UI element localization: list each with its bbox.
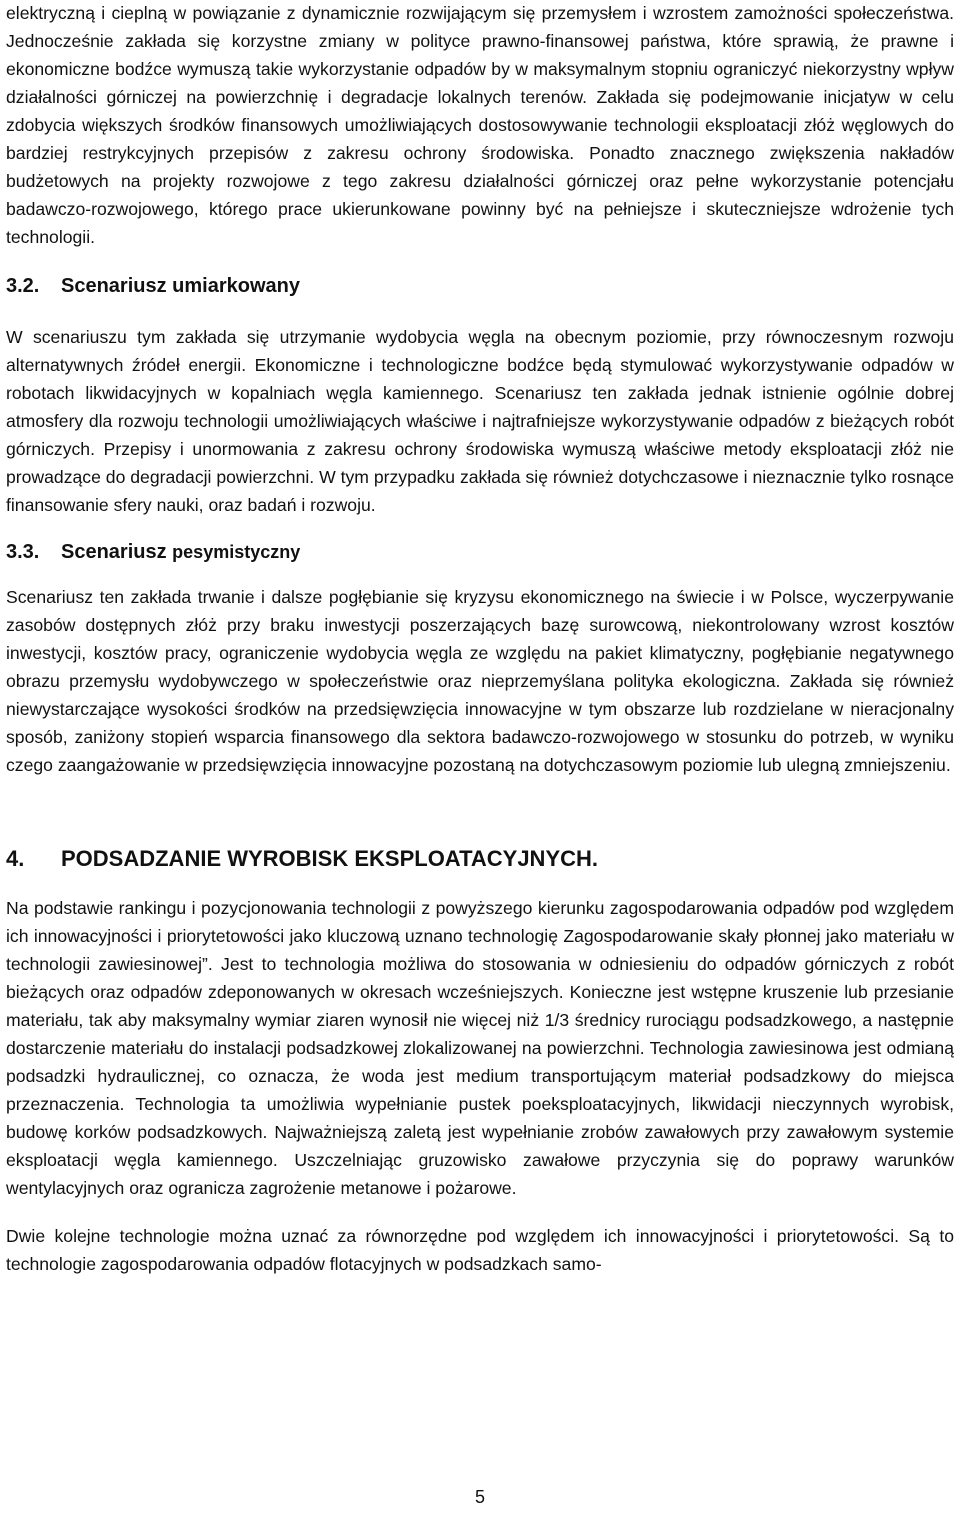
section-title-rest: pesymistyczny	[172, 542, 301, 562]
document-page	[6, 0, 954, 1278]
section-3-2-heading	[6, 272, 954, 300]
intro-paragraph: elektryczną i cieplną w powiązanie z dynamicznie rozwijającym się przemysłem i wzrostem zamożności społeczeństwa. Jednocześnie zakłada się korzystne zmiany w polityce prawno-finansowej państwa, które sprawią, że prawne i ekonomiczne bodźce wymuszą takie wykorzystanie odpadów by w maksymalnym stopniu ograniczyć niekorzystny wpływ działalności górniczej na powierzchnię i degradacje lokalnych terenów. Zakłada się podejmowanie inicjatyw w celu zdobycia większych środków finansowych umożliwiających dostosowywanie technologii eksploatacji złóż węglowych do bardziej restrykcyjnych przepisów z zakresu ochrony środowiska. Ponadto znacznego zwiększenia nakładów budżetowych na projekty rozwojowe z tego zakresu działalności górniczej oraz pełne wykorzystanie potencjału badawczo-rozwojowego, którego prace ukierunkowane powinny być na pełniejsze i skuteczniejsze wdrożenie tych technologii.	[6, 3, 954, 247]
section-3-3-heading	[6, 538, 954, 566]
section-title-main: Scenariusz	[61, 541, 167, 563]
page-number: 5	[474, 1487, 485, 1507]
section-3-3-paragraph: Scenariusz ten zakłada trwanie i dalsze pogłębianie się kryzysu ekonomicznego na świecie i w Polsce, wyczerpywanie zasobów dostępnych złóż przy braku inwestycji poszerzających bazę surowcową, niekontrolowany wzrost kosztów inwestycji, kosztów pracy, ograniczenie wydobycia węgla ze względu na pakiet klimatyczny, pogłębianie negatywnego obrazu przemysłu wydobywczego w społeczeństwie oraz nieprzemyślana polityka ekologiczna. Zakłada się również niewystarczające wysokości środków na przedsięwzięcia innowacyjne w tym obszarze lub rozdzielane w nieracjonalny sposób, zaniżony stopień wsparcia finansowego dla sektora badawczo-rozwojowego w stosunku do potrzeb, w wyniku czego zaangażowanie w przedsięwzięcia innowacyjne pozostaną na dotychczasowym poziomie lub ulegną zmniejszeniu.	[6, 587, 954, 775]
chapter-4-heading	[6, 845, 954, 873]
chapter-number: 4.	[6, 846, 25, 871]
section-number: 3.3.	[6, 541, 40, 563]
chapter-4-paragraph-1: Na podstawie rankingu i pozycjonowania technologii z powyższego kierunku zagospodarowania odpadów pod względem ich innowacyjności i priorytetowości jako kluczową uznano technologię Zagospodarowanie skały płonnej jako materiału w technologii zawiesinowej”. Jest to technologia możliwa do stosowania w odniesieniu do odpadów górniczych z robót bieżących oraz odpadów zdeponowanych w okresach wcześniejszych. Konieczne jest wstępne kruszenie lub przesianie materiału, tak aby maksymalny wymiar ziaren wynosił nie więcej niż 1/3 średnicy rurociągu podsadzkowego, a następnie dostarczenie materiału do instalacji podsadzkowej zlokalizowanej na powierzchni. Technologia zawiesinowa jest odmianą podsadzki hydraulicznej, co oznacza, że woda jest medium transportującym materiał podsadzkowy do miejsca przeznaczenia. Technologia ta umożliwia wypełnianie pustek poeksploatacyjnych, likwidacji nieczynnych wyrobisk, budowę korków podsadzkowych. Najważniejszą zaletą jest wypełnianie zrobów zawałowych przy zawałowym systemie eksploatacji węgla kamiennego. Uszczelniając gruzowisko zawałowe przyczynia się do poprawy warunków wentylacyjnych oraz ogranicza zagrożenie metanowe i pożarowe.	[6, 898, 954, 1198]
chapter-title: PODSADZANIE WYROBISK EKSPLOATACYJNYCH.	[61, 846, 599, 871]
section-title: Scenariusz umiarkowany	[61, 275, 300, 297]
section-number: 3.2.	[6, 275, 40, 297]
section-3-2-paragraph: W scenariuszu tym zakłada się utrzymanie wydobycia węgla na obecnym poziomie, przy równoczesnym rozwoju alternatywnych źródeł energii. Ekonomiczne i technologiczne bodźce będą stymulować wykorzystywanie odpadów w robotach likwidacyjnych w kopalniach węgla kamiennego. Scenariusz ten zakłada jednak istnienie ogólnie dobrej atmosfery dla rozwoju technologii umożliwiających właściwe i najtrafniejsze wykorzystywanie odpadów z bieżących robót górniczych. Przepisy i unormowania z zakresu ochrony środowiska wymuszą właściwe metody eksploatacji złóż nie prowadzące do degradacji powierzchni. W tym przypadku zakłada się również dotychczasowe i nieznacznie tylko rosnące finansowanie sfery nauki, oraz badań i rozwoju.	[6, 327, 954, 515]
chapter-4-paragraph-2: Dwie kolejne technologie można uznać za równorzędne pod względem ich innowacyjności i priorytetowości. Są to technologie zagospodarowania odpadów flotacyjnych w podsadzkach samo-	[6, 1226, 954, 1274]
